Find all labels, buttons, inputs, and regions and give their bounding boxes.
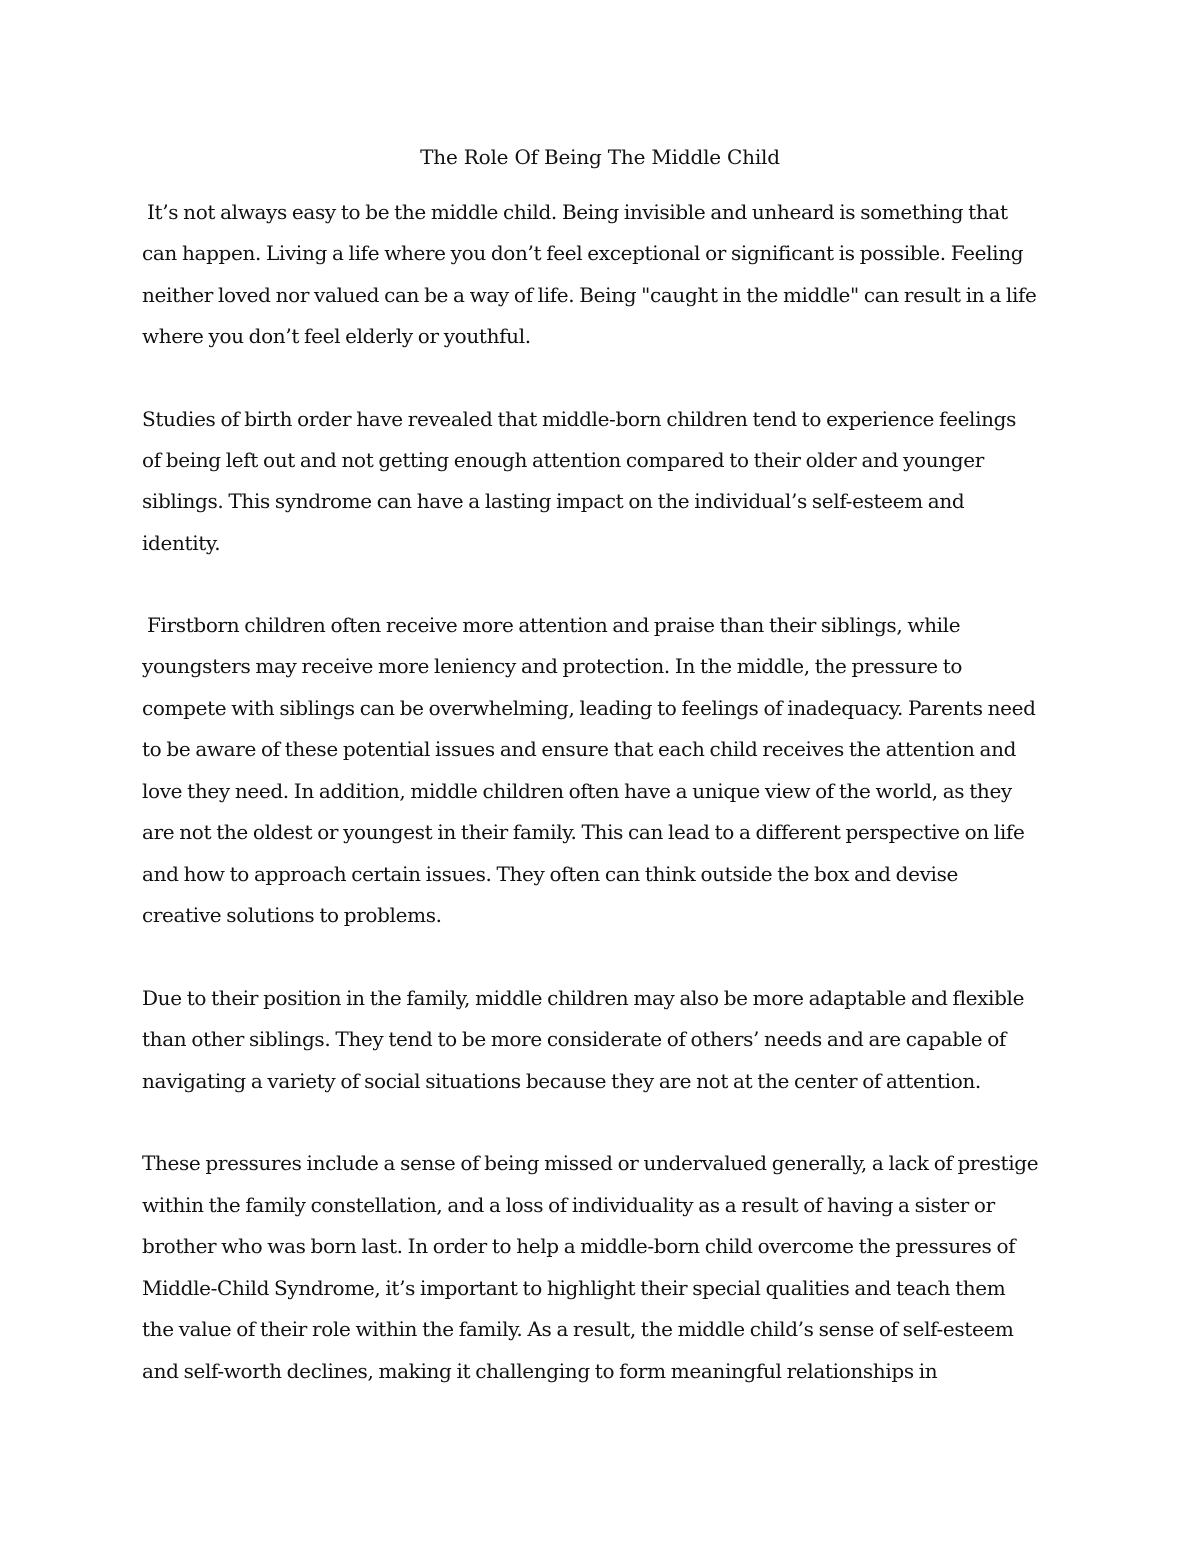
paragraph-1-line-1: It’s not always easy to be the middle child. Being invisible and unheard is something that xyxy=(142,200,1008,224)
document-title: The Role Of Being The Middle Child xyxy=(420,145,780,169)
paragraph-4-line-2: than other siblings. They tend to be more considerate of others’ needs and are capable of xyxy=(142,1027,1006,1051)
paragraph-3-line-4: to be aware of these potential issues and ensure that each child receives the attention and xyxy=(142,737,1017,761)
paragraph-2-line-4: identity. xyxy=(142,531,221,555)
paragraph-1-line-2: can happen. Living a life where you don’t feel exceptional or significant is possible. Feeling xyxy=(142,241,1024,265)
paragraph-5-line-5: the value of their role within the family. As a result, the middle child’s sense of self-esteem xyxy=(142,1317,1014,1341)
paragraph-3-line-2: youngsters may receive more leniency and protection. In the middle, the pressure to xyxy=(142,654,963,678)
paragraph-2-line-2: of being left out and not getting enough attention compared to their older and younger xyxy=(142,448,984,472)
paragraph-5-line-2: within the family constellation, and a loss of individuality as a result of having a sister or xyxy=(142,1193,995,1217)
paragraph-5-line-1: These pressures include a sense of being missed or undervalued generally, a lack of prestige xyxy=(142,1151,1039,1175)
paragraph-3-line-8: creative solutions to problems. xyxy=(142,903,442,927)
paragraph-3-line-3: compete with siblings can be overwhelming, leading to feelings of inadequacy. Parents need xyxy=(142,696,1036,720)
paragraph-5-line-6: and self-worth declines, making it challenging to form meaningful relationships in xyxy=(142,1359,938,1383)
paragraph-1-line-3: neither loved nor valued can be a way of life. Being "caught in the middle" can result in a life xyxy=(142,283,1037,307)
paragraph-2-line-1: Studies of birth order have revealed that middle-born children tend to experience feelings xyxy=(142,407,1017,431)
paragraph-3-line-6: are not the oldest or youngest in their family. This can lead to a different perspective on life xyxy=(142,820,1025,844)
paragraph-2-line-3: siblings. This syndrome can have a lasting impact on the individual’s self-esteem and xyxy=(142,489,965,513)
paragraph-1-line-4: where you don’t feel elderly or youthful. xyxy=(142,324,531,348)
paragraph-5-line-4: Middle-Child Syndrome, it’s important to highlight their special qualities and teach them xyxy=(142,1276,1006,1300)
paragraph-3-line-1: Firstborn children often receive more attention and praise than their siblings, while xyxy=(142,613,961,637)
paragraph-4-line-3: navigating a variety of social situations because they are not at the center of attention. xyxy=(142,1069,981,1093)
paragraph-4-line-1: Due to their position in the family, middle children may also be more adaptable and flexible xyxy=(142,986,1025,1010)
paragraph-3-line-7: and how to approach certain issues. They often can think outside the box and devise xyxy=(142,862,958,886)
paragraph-3-line-5: love they need. In addition, middle children often have a unique view of the world, as they xyxy=(142,779,1012,803)
paragraph-5-line-3: brother who was born last. In order to help a middle-born child overcome the pressures of xyxy=(142,1234,1016,1258)
